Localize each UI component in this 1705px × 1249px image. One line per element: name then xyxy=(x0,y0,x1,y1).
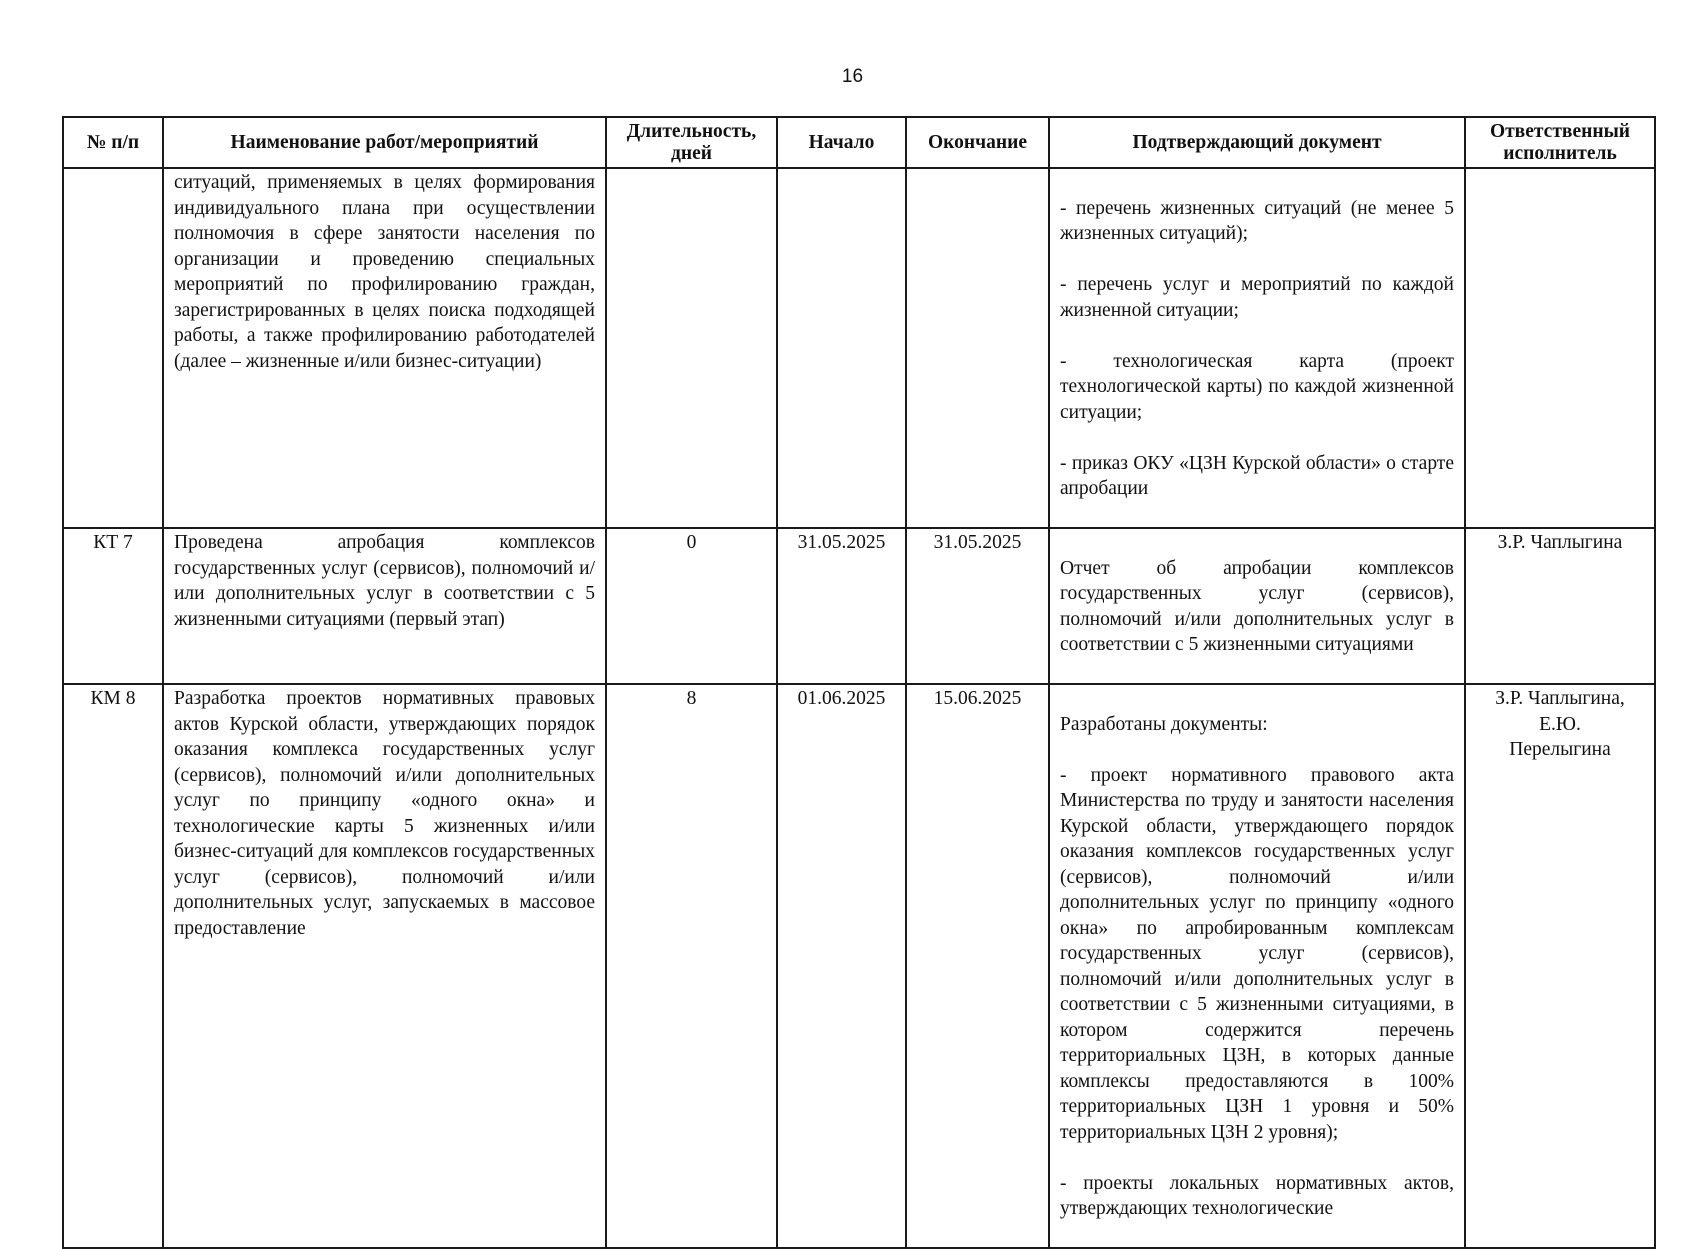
header-duration xyxy=(606,117,777,168)
cell-duration: 8 xyxy=(606,684,777,1248)
header-start: Начало xyxy=(777,117,906,168)
cell-end xyxy=(906,168,1049,528)
table-row xyxy=(63,168,1655,528)
doc-line: Разработаны документы: xyxy=(1060,713,1268,735)
header-doc: Подтверждающий документ xyxy=(1049,117,1465,168)
cell-duration: 0 xyxy=(606,528,777,684)
cell-num: КТ 7 xyxy=(63,528,163,684)
header-resp-line2: исполнитель xyxy=(1503,142,1617,164)
cell-resp xyxy=(1465,168,1655,528)
work-plan-table xyxy=(62,116,1656,1249)
cell-start: 01.06.2025 xyxy=(777,684,906,1248)
doc-line: - перечень жизненных ситуаций (не менее 5 жизненных ситуаций); xyxy=(1060,197,1454,244)
doc-line: - перечень услуг и мероприятий по каждой жизненной ситуации; xyxy=(1060,274,1454,321)
header-num: № п/п xyxy=(63,117,163,168)
resp-line: Е.Ю. xyxy=(1539,713,1581,735)
cell-num: КМ 8 xyxy=(63,684,163,1248)
cell-start: 31.05.2025 xyxy=(777,528,906,684)
doc-line: Отчет об апробации комплексов государственных услуг (сервисов), полномочий и/или дополнительных услуг в соответствии с 5 жизненными ситуациями xyxy=(1060,557,1454,655)
cell-name: Проведена апробация комплексов государственных услуг (сервисов), полномочий и/или дополнительных услуг в соответствии с 5 жизненными ситуациями (первый этап) xyxy=(163,528,606,684)
cell-duration xyxy=(606,168,777,528)
doc-line: - технологическая карта (проект технологической карты) по каждой жизненной ситуации; xyxy=(1060,350,1454,423)
header-end: Окончание xyxy=(906,117,1049,168)
resp-line: Перелыгина xyxy=(1509,739,1611,760)
header-name: Наименование работ/мероприятий xyxy=(163,117,606,168)
table-row xyxy=(63,684,1655,1248)
doc-line: - проект нормативного правового акта Министерства по труду и занятости населения Курской области, утверждающего порядок оказания комплексов государственных услуг (сервисов), полномочий и/или дополнительных услуг по принципу «одного окна» по апробированным комплексам государственных услуг (сервисов), полномочий и/или дополнительных услуг в соответствии с 5 жизненными ситуациями, в котором содержится перечень территориальных ЦЗН, в которых данные комплексы предоставляются в 100% территориальных ЦЗН 1 уровня и 50% территориальных ЦЗН 2 уровня); xyxy=(1060,764,1454,1143)
resp-line: З.Р. Чаплыгина xyxy=(1497,532,1623,553)
doc-line: - проекты локальных нормативных актов, утверждающих технологические xyxy=(1060,1172,1454,1219)
header-resp-line1: Ответственный xyxy=(1489,120,1631,142)
cell-name: Разработка проектов нормативных правовых актов Курской области, утверждающих порядок оказания комплекса государственных услуг (сервисов), полномочий и/или дополнительных услуг по принципу «одного окна» и технологические карты 5 жизненных и/или бизнес-ситуаций для комплексов государственных услуг (сервисов), полномочий и/или дополнительных услуг, запускаемых в массовое предоставление xyxy=(163,684,606,1248)
doc-line: - приказ ОКУ «ЦЗН Курской области» о старте апробации xyxy=(1060,452,1454,499)
cell-name: ситуаций, применяемых в целях формирования индивидуального плана при осуществлении полномочия в сфере занятости населения по организации и проведению специальных мероприятий по профилированию граждан, зарегистрированных в целях поиска подходящей работы, а также профилированию работодателей (далее – жизненные и/или бизнес-ситуации) xyxy=(163,168,606,528)
header-duration-line1: Длительность, xyxy=(626,120,757,142)
cell-doc xyxy=(1049,684,1465,1248)
cell-doc xyxy=(1049,528,1465,684)
header-resp xyxy=(1465,117,1655,168)
resp-line: З.Р. Чаплыгина, xyxy=(1495,688,1625,709)
cell-end: 15.06.2025 xyxy=(906,684,1049,1248)
cell-end: 31.05.2025 xyxy=(906,528,1049,684)
cell-resp xyxy=(1465,684,1655,1248)
page-number: 16 xyxy=(841,66,864,87)
cell-num xyxy=(63,168,163,528)
cell-doc xyxy=(1049,168,1465,528)
table-row xyxy=(63,528,1655,684)
cell-resp xyxy=(1465,528,1655,684)
cell-start xyxy=(777,168,906,528)
header-duration-line2: дней xyxy=(671,142,712,164)
table-header-row xyxy=(63,117,1655,168)
